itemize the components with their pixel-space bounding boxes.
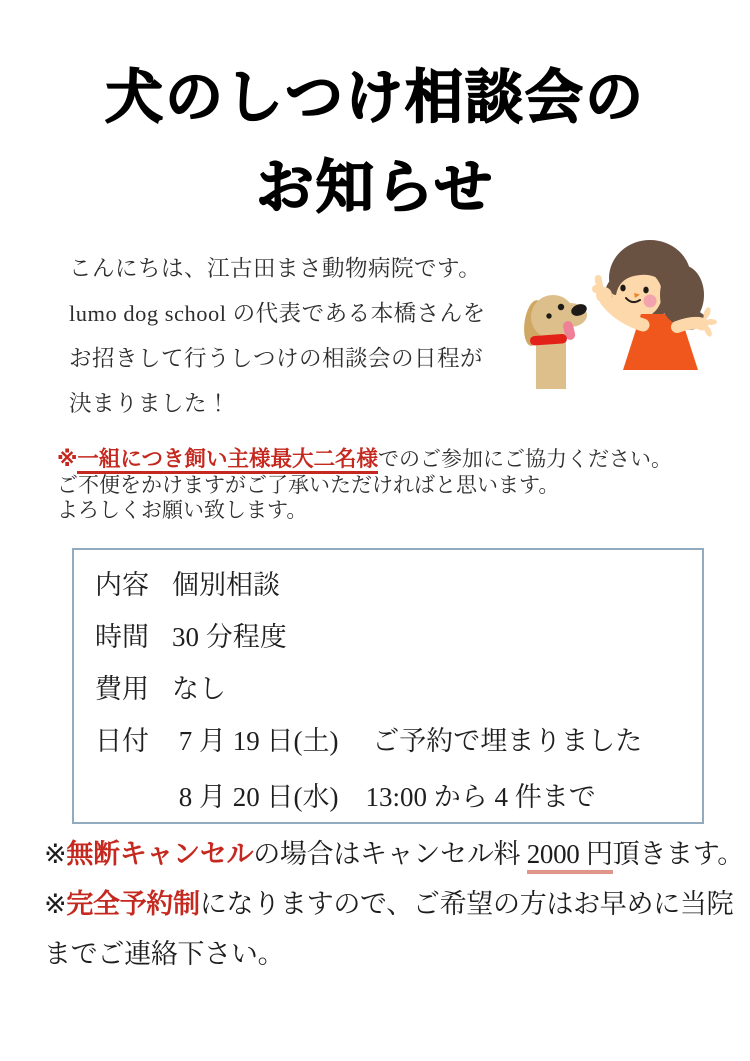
asterisk-marker: ※ xyxy=(44,839,67,869)
details-row-date-1 xyxy=(95,712,702,764)
intro-paragraph xyxy=(69,246,539,426)
reservation-highlight: 完全予約制 xyxy=(66,889,200,919)
reservation-tail-text: になりますので、ご希望の方はお早めに当院 xyxy=(199,889,734,919)
girl-and-dog-illustration xyxy=(507,237,719,389)
girl-thumb xyxy=(592,285,600,293)
row-label: 時間 xyxy=(95,621,149,652)
notice-line-2: ご不便をかけますがご了承いただければと思います。 xyxy=(57,472,560,497)
contact-line: までご連絡下さい。 xyxy=(44,939,285,969)
title-line-1: 犬のしつけ相談会の xyxy=(104,63,645,131)
cancel-mid-text: の場合はキャンセル料 xyxy=(253,839,527,869)
girl-eye-left xyxy=(620,285,625,292)
details-row-time xyxy=(95,608,702,660)
notice-line-3: よろしくお願い致します。 xyxy=(57,498,308,522)
girl-eye-right xyxy=(643,287,648,294)
dog-eyebrow-dot xyxy=(558,304,564,310)
girl-cheek xyxy=(644,295,657,308)
intro-line-4: 決まりました！ xyxy=(69,391,231,416)
intro-line-3: お招きして行うしつけの相談会の日程が xyxy=(69,346,484,371)
cancel-tail-text: 頂きます。 xyxy=(612,839,744,869)
intro-line-1: こんにちは、江古田まさ動物病院です。 xyxy=(69,256,482,281)
row-label: 費用 xyxy=(95,673,149,704)
details-row-content xyxy=(95,556,702,608)
girl-figure xyxy=(592,240,717,370)
notice-line-1-rest: でのご参加にご協力ください。 xyxy=(378,447,672,471)
title-line-2: お知らせ xyxy=(255,153,495,221)
row-label: 内容 xyxy=(95,569,149,600)
dog-eye xyxy=(546,313,551,318)
cancel-fee-underlined: 2000 円 xyxy=(527,839,613,874)
cancel-policy-line xyxy=(44,829,746,879)
notice-highlight-text: 一組につき飼い主様最大二名様 xyxy=(77,447,378,474)
event-details-box xyxy=(72,548,704,824)
details-row-date-2 xyxy=(95,768,702,820)
notice-line-1 xyxy=(57,447,707,473)
dog-figure xyxy=(521,295,588,389)
asterisk-marker: ※ xyxy=(57,448,78,471)
girl-finger-1 xyxy=(702,306,712,319)
reservation-policy-line xyxy=(44,879,746,929)
asterisk-marker: ※ xyxy=(44,889,67,919)
intro-line-2: lumo dog school の代表である本橋さんを xyxy=(69,301,486,326)
details-row-fee xyxy=(95,660,702,712)
cancel-highlight: 無断キャンセル xyxy=(66,839,254,869)
footnotes xyxy=(44,829,746,979)
girl-finger-2 xyxy=(705,319,717,325)
row-label: 日付 xyxy=(95,725,149,756)
row-value: なし xyxy=(172,673,226,704)
row-value: 7 月 19 日(土) ご予約で埋まりました xyxy=(172,725,643,756)
row-value: 個別相談 xyxy=(172,569,280,600)
row-value: 30 分程度 xyxy=(172,621,287,652)
participation-notice xyxy=(57,447,707,524)
page-title xyxy=(0,52,750,232)
row-value: 8 月 20 日(水) 13:00 から 4 件まで xyxy=(172,781,596,812)
